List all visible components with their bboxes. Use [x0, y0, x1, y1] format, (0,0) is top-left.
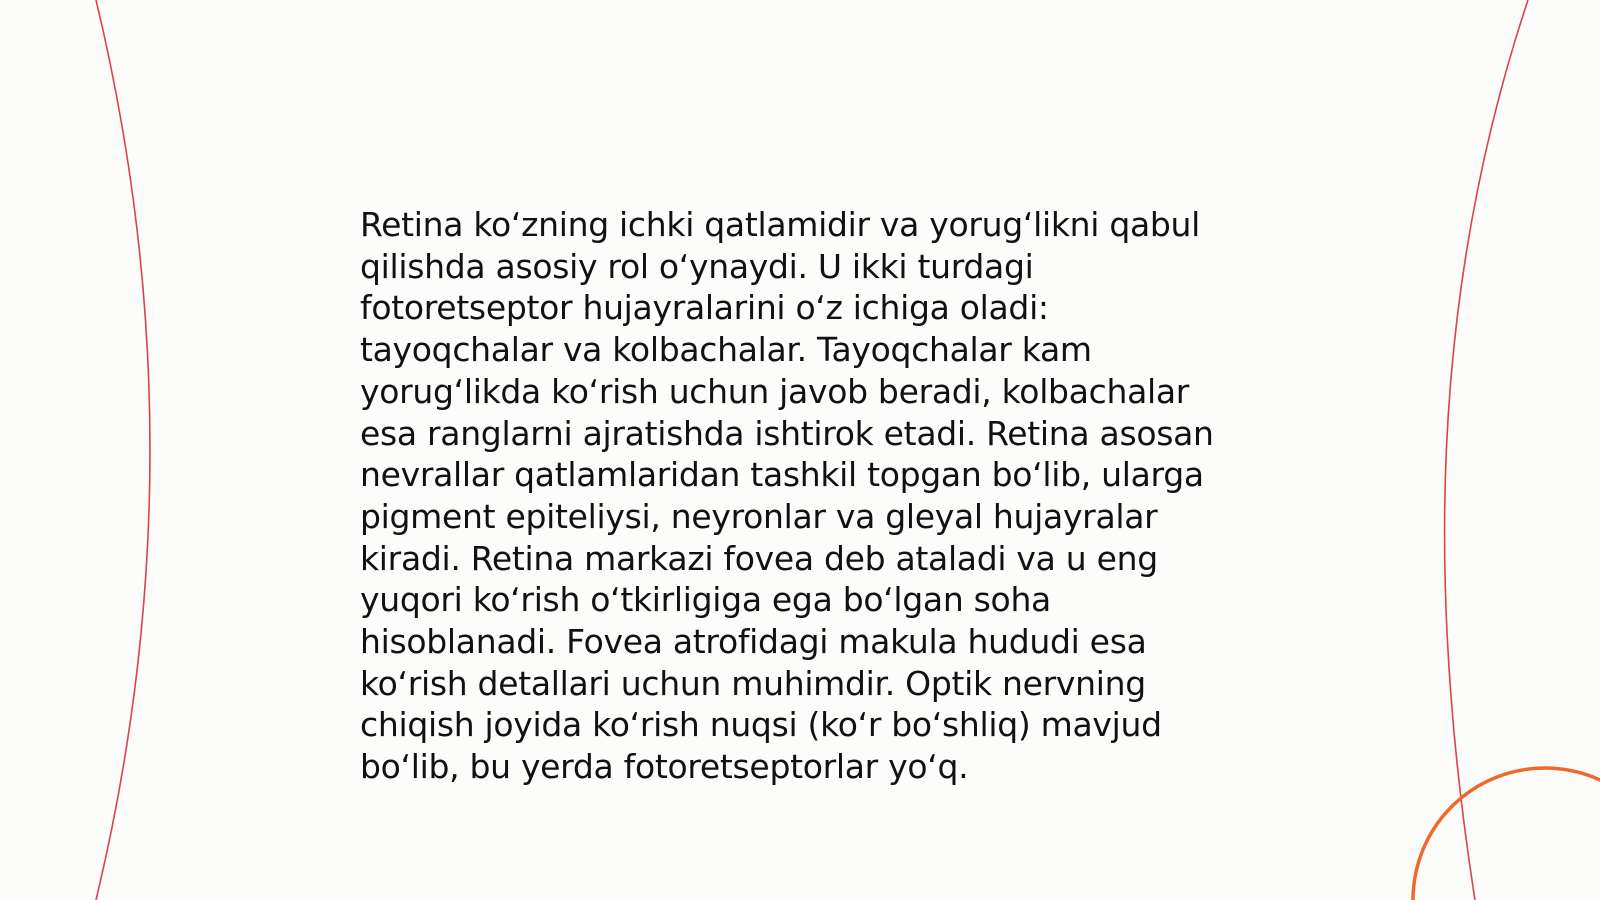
right-arc-line: [1445, 0, 1528, 900]
body-paragraph: Retina koʻzning ichki qatlamidir va yorugʻlikni qabul qilishda asosiy rol oʻynaydi. U ikki turdagi fotoretseptor hujayralarini oʻz ichiga oladi: tayoqchalar va kolbachalar. Tayoqchalar kam yorugʻlikda koʻrish uchun javob beradi, kolbachalar esa ranglarni ajratishda ishtirok etadi. Retina asosan nevrallar qatlamlaridan tashkil topgan boʻlib, ularga pigment epiteliysi, neyronlar va gleyal hujayralar kiradi. Retina markazi fovea deb ataladi va u eng yuqori koʻrish oʻtkirligiga ega boʻlgan soha hisoblanadi. Fovea atrofidagi makula hududi esa koʻrish detallari uchun muhimdir. Optik nervning chiqish joyida koʻrish nuqsi (koʻr boʻshliq) mavjud boʻlib, bu yerda fotoretseptorlar yoʻq.: [360, 205, 1214, 787]
left-arc-line: [96, 0, 150, 900]
orange-circle-outline: [1413, 768, 1600, 900]
